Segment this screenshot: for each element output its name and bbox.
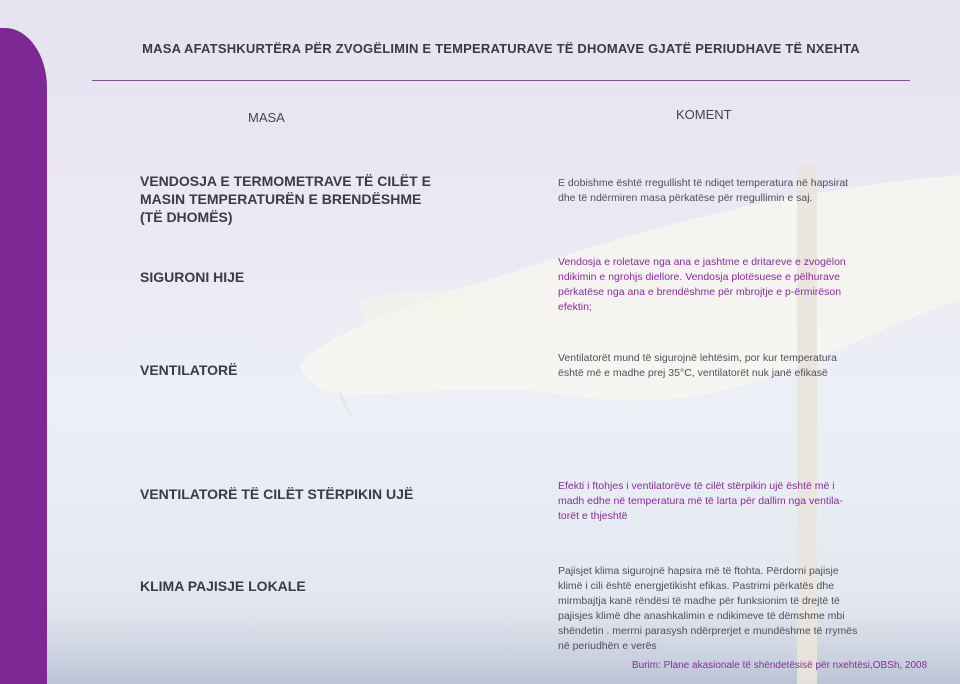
comment-line: torët e thjeshtë xyxy=(558,510,628,522)
comment-line: në periudhën e verës xyxy=(558,640,657,652)
comment-line: përkatëse nga ana e brendëshme për mbrojtje e p-ërmirëson xyxy=(558,286,842,298)
comment-line: pajisjes klimë dhe anashkalimin e ndikimeve të dëmshme mbi xyxy=(558,610,845,622)
comment-line: madh edhe në temperatura më të larta për dallim nga ventila- xyxy=(558,495,843,507)
comment-water-spray-fans xyxy=(558,479,868,524)
comment-line: Pajisjet klima sigurojnë hapsira më të ftohta. Përdorni pajisje xyxy=(558,565,839,577)
measure-line: MASIN TEMPERATURËN E BRENDËSHME xyxy=(140,191,422,207)
comment-line: E dobishme është rregullisht të ndiqet temperatura në hapsirat xyxy=(558,177,849,189)
comment-line: efektin; xyxy=(558,301,592,313)
comment-shade xyxy=(558,255,868,315)
measure-column-header: MASA xyxy=(248,110,285,125)
comment-line: mirmbajtja kanë rëndësi të madhe për funksionim të drejtë të xyxy=(558,595,840,607)
comment-line: dhe të ndërmiren masa përkatëse për rregullimin e saj. xyxy=(558,192,813,204)
comment-line: Ventilatorët mund të sigurojnë lehtësim, por kur temperatura xyxy=(558,352,837,364)
measure-line: VENTILATORË TË CILËT STËRPIKIN UJË xyxy=(140,486,414,502)
page-title: MASA AFATSHKURTËRA PËR ZVOGËLIMIN E TEMPERATURAVE TË DHOMAVE GJATË PERIUDHAVE TË NXEHTA xyxy=(142,41,860,56)
comment-thermometers xyxy=(558,176,868,206)
measure-line: VENTILATORË xyxy=(140,362,238,378)
comment-line: klimë i cili është energjetikisht efikas. Pastrimi përkatës dhe xyxy=(558,580,835,592)
measure-line: KLIMA PAJISJE LOKALE xyxy=(140,578,306,594)
measure-line: VENDOSJA E TERMOMETRAVE TË CILËT E xyxy=(140,173,431,189)
measure-thermometers xyxy=(140,172,470,226)
comment-fans xyxy=(558,351,868,381)
comment-line: është më e madhe prej 35°C, ventilatorët nuk janë efikasë xyxy=(558,367,828,379)
comment-line: shëndetin . merrni parasysh ndërprerjet e mundëshme të rrymës xyxy=(558,625,858,637)
comment-line: Efekti i ftohjes i ventilatorëve të cilët stërpikin ujë është më i xyxy=(558,480,835,492)
title-divider xyxy=(92,80,910,81)
comment-line: ndikimin e ngrohjs diellore. Vendosja plotësuese e pëlhurave xyxy=(558,271,840,283)
measure-fans xyxy=(140,361,470,379)
measure-line: (TË DHOMËS) xyxy=(140,209,233,225)
measure-air-conditioning xyxy=(140,577,470,595)
comment-column-header: KOMENT xyxy=(676,107,732,122)
measure-shade xyxy=(140,268,470,286)
source-citation: Burim: Plane akasionale të shëndetësisë për nxehtësi,OBSh, 2008 xyxy=(632,660,928,671)
comment-line: Vendosja e roletave nga ana e jashtme e dritareve e zvogëlon xyxy=(558,256,846,268)
measure-water-spray-fans xyxy=(140,485,470,503)
comment-air-conditioning xyxy=(558,564,868,654)
sidebar-accent-bar xyxy=(0,28,47,684)
measure-line: SIGURONI HIJE xyxy=(140,269,245,285)
